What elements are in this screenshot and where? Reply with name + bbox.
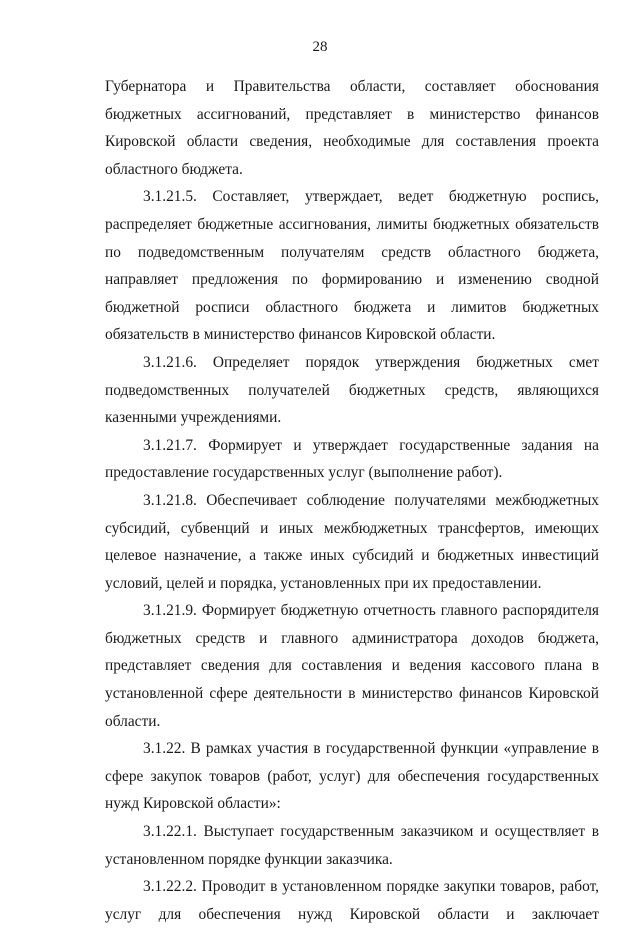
paragraph-3-1-21-6: 3.1.21.6. Определяет порядок утверждения бюджетных смет подведомственных получателей бюджетных средств, являющихся казенными учреждениями.: [105, 353, 599, 427]
paragraph-3-1-21-5: 3.1.21.5. Составляет, утверждает, ведет бюджетную роспись, распределяет бюджетные ассигнования, лимиты бюджетных обязательств по подведомственным получателям средств областного бюджета, направляет предложения по формированию и изменению сводной бюджетной росписи областного бюджета и лимитов бюджетных обязательств в министерство финансов Кировской области.: [105, 188, 599, 344]
paragraph-3-1-22-1: 3.1.22.1. Выступает государственным заказчиком и осуществляет в установленном порядке функции заказчика.: [105, 823, 599, 868]
page-number: 28: [312, 39, 328, 55]
paragraph-continuation: Губернатора и Правительства области, составляет обоснования бюджетных ассигнований, представляет в министерство финансов Кировской области сведения, необходимые для составления проекта областного бюджета.: [105, 78, 599, 178]
paragraph-3-1-21-9: 3.1.21.9. Формирует бюджетную отчетность главного распорядителя бюджетных средств и главного администратора доходов бюджета, представляет сведения для составления и ведения кассового плана в установленной сфере деятельности в министерство финансов Кировской области.: [105, 602, 599, 730]
paragraph-3-1-22-2: 3.1.22.2. Проводит в установленном порядке закупки товаров, работ, услуг для обеспечения нужд Кировской области и заключает: [105, 878, 599, 923]
paragraph-3-1-21-8: 3.1.21.8. Обеспечивает соблюдение получателями межбюджетных субсидий, субвенций и иных межбюджетных трансфертов, имеющих целевое назначение, а также иных субсидий и бюджетных инвестиций условий, целей и порядка, установленных при их предоставлении.: [105, 491, 599, 592]
paragraph-3-1-22: 3.1.22. В рамках участия в государственной функции «управление в сфере закупок товаров (работ, услуг) для обеспечения государственных нужд Кировской области»:: [105, 740, 599, 813]
paragraph-3-1-21-7: 3.1.21.7. Формирует и утверждает государственные задания на предоставление государственных услуг (выполнение работ).: [105, 436, 599, 482]
document-body: [105, 73, 599, 928]
